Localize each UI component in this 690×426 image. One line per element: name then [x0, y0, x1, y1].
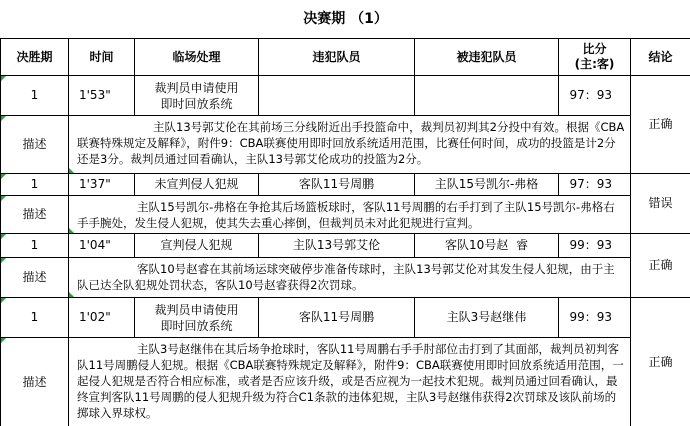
table-row — [1, 298, 690, 338]
table-row-description — [1, 116, 690, 174]
cell-offender: 主队13号郭艾伦 — [259, 234, 415, 258]
desc-label: 描述 — [1, 196, 69, 234]
header-victim: 被违犯队员 — [415, 39, 559, 76]
cell-victim: 主队15号凯尔-弗格 — [415, 174, 559, 196]
cell-game: 1 — [1, 234, 69, 258]
header-game: 决胜期 — [1, 39, 69, 76]
cell-call: 裁判员申请使用 即时回放系统 — [135, 76, 259, 116]
header-call: 临场处理 — [135, 39, 259, 76]
cell-call: 未宣判侵人犯规 — [135, 174, 259, 196]
cell-time: 1'53" — [69, 76, 135, 116]
cell-score: 99：93 — [559, 298, 631, 338]
cell-call: 宣判侵人犯规 — [135, 234, 259, 258]
table-row — [1, 76, 690, 116]
desc-label: 描述 — [1, 338, 69, 426]
cell-offender: 客队11号周鹏 — [259, 298, 415, 338]
header-conclusion: 结论 — [631, 39, 690, 76]
cell-victim: 客队10号赵 睿 — [415, 234, 559, 258]
header-offender: 违犯队员 — [259, 39, 415, 76]
cell-offender — [259, 76, 415, 116]
cell-time: 1'37" — [69, 174, 135, 196]
header-score: 比分 (主:客) — [559, 39, 631, 76]
table-row — [1, 174, 690, 196]
cell-conclusion: 正确 — [631, 76, 690, 174]
table-row-description — [1, 338, 690, 426]
cell-conclusion: 正确 — [631, 298, 690, 426]
desc-text: 主队13号郭艾伦在其前场三分线附近出手投篮命中，裁判员初判其2分投中有效。根据《CBA联赛特殊规定及解释》，附件9：CBA联赛使用即时回放系统适用范围，比赛任何时间，成功的投篮是计2分还是3分。裁判员通过回看确认，主队13号郭艾伦成功的投篮为2分。 — [69, 116, 631, 174]
cell-time: 1'02" — [69, 298, 135, 338]
cell-call: 裁判员申请使用 即时回放系统 — [135, 298, 259, 338]
desc-text: 主队15号凯尔-弗格在争抢其后场篮板球时，客队11号周鹏的右手打到了主队15号凯尔-弗格右手手腕处，发生侵人犯规，使其失去重心摔倒，但裁判员未对此犯规进行宣判。 — [69, 196, 631, 234]
cell-victim — [415, 76, 559, 116]
desc-label: 描述 — [1, 258, 69, 298]
cell-time: 1'04" — [69, 234, 135, 258]
page-title: 决赛期 （1） — [303, 10, 388, 27]
cell-score: 99：93 — [559, 234, 631, 258]
table-row — [1, 234, 690, 258]
cell-game: 1 — [1, 298, 69, 338]
cell-victim: 主队3号赵继伟 — [415, 298, 559, 338]
cell-score: 97：93 — [559, 174, 631, 196]
header-time: 时间 — [69, 39, 135, 76]
cell-score: 97：93 — [559, 76, 631, 116]
table-row-description — [1, 258, 690, 298]
desc-text: 主队3号赵继伟在其后场争抢球时，客队11号周鹏右手手肘部位击打到了其面部，裁判员初判客队11号周鹏侵人犯规。根据《CBA联赛特殊规定及解释》，附件9：CBA联赛使用即时回放系统适用范围，一起侵人犯规是否符合相应标准，或者是否应该升级，或是否应视为一起技术犯规。裁判员通过回看确认，最终宣判客队11号周鹏的侵人犯规升级为符合C1条款的违体犯规，主队3号赵继伟获得2次罚球及该队前场的掷球入界球权。 — [69, 338, 631, 426]
cell-offender: 客队11号周鹏 — [259, 174, 415, 196]
desc-text: 客队10号赵睿在其前场运球突破停步准备传球时，主队13号郭艾伦对其发生侵人犯规，由于主队已达全队犯规处罚状态，客队10号赵睿获得2次罚球。 — [69, 258, 631, 298]
cell-game: 1 — [1, 76, 69, 116]
cell-conclusion: 错误 — [631, 174, 690, 234]
cell-game: 1 — [1, 174, 69, 196]
desc-label: 描述 — [1, 116, 69, 174]
table-header-row — [1, 39, 690, 76]
cell-conclusion: 正确 — [631, 234, 690, 298]
table-row-description — [1, 196, 690, 234]
